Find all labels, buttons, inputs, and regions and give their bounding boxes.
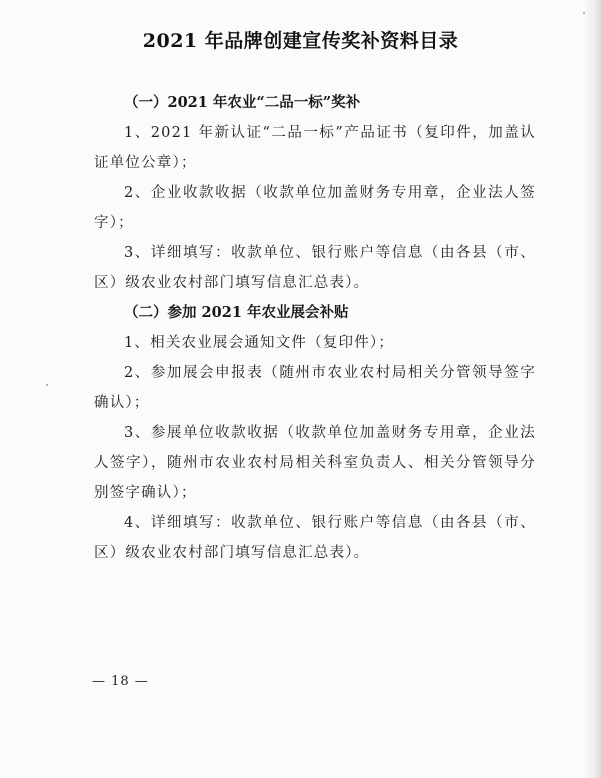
scan-speck xyxy=(46,384,48,386)
section-2-item-3: 3、参展单位收款收据（收款单位加盖财务专用章，企业法人签字），随州市农业农村局相关科室负责人、相关分管领导分别签字确认）； xyxy=(94,425,536,501)
section-1-item-1: 1、2021 年新认证“二品一标”产品证书（复印件，加盖认证单位公章）； xyxy=(94,125,536,171)
page-number: — 18 — xyxy=(92,674,149,689)
section-heading-1: （一）2021 年农业“二品一标”奖补 xyxy=(124,94,361,111)
section-2-item-4: 4、详细填写：收款单位、银行账户等信息（由各县（市、区）级农业农村部门填写信息汇总表）。 xyxy=(94,515,536,561)
scan-speck xyxy=(583,12,585,14)
document-body xyxy=(94,88,536,568)
section-2-item-2: 2、参加展会申报表（随州市农业农村局相关分管领导签字确认）； xyxy=(94,365,536,411)
document-title: 2021 年品牌创建宣传奖补资料目录 xyxy=(142,30,459,52)
section-2-item-1: 1、相关农业展会通知文件（复印件）； xyxy=(124,335,395,351)
section-1-item-3: 3、详细填写：收款单位、银行账户等信息（由各县（市、区）级农业农村部门填写信息汇总表）。 xyxy=(94,245,536,291)
page-edge-shadow xyxy=(583,0,601,778)
section-1-item-2: 2、企业收款收据（收款单位加盖财务专用章，企业法人签字）； xyxy=(94,185,536,231)
section-heading-2: （二）参加 2021 年农业展会补贴 xyxy=(124,304,349,321)
